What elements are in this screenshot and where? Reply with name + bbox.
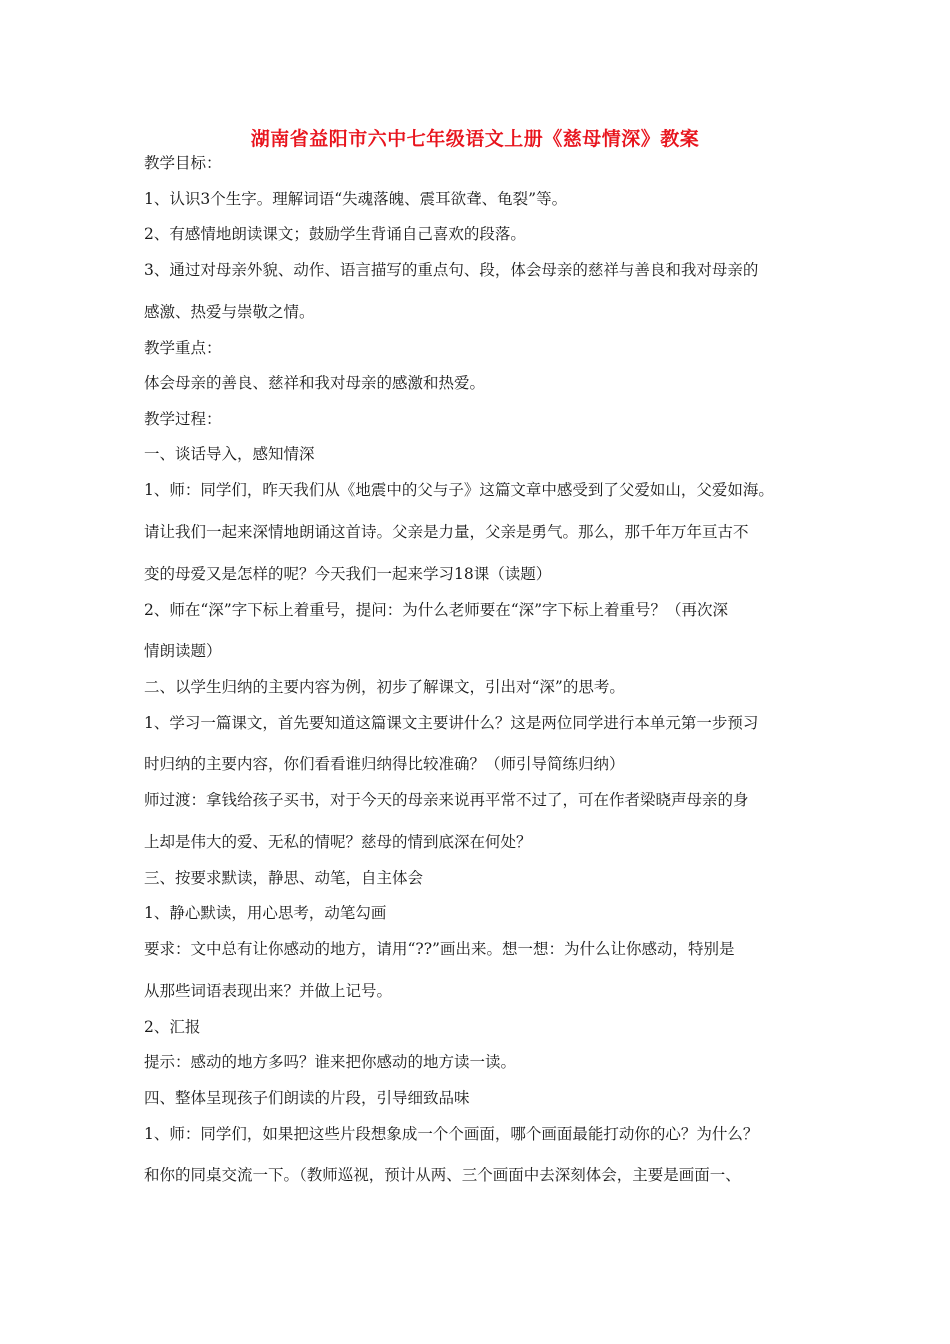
text-line-2: 1、认识3个生字。理解词语“失魂落魄、震耳欲聋、龟裂”等。 (144, 190, 568, 208)
text-line-19: 上却是伟大的爱、无私的情呢？慈母的情到底深在何处？ (144, 833, 532, 851)
text-line-28: 和你的同桌交流一下。（教师巡视，预计从两、三个画面中去深刻体会，主要是画面一、 (144, 1166, 741, 1184)
text-line-1: 教学目标： (144, 154, 222, 172)
text-line-8: 教学过程： (144, 410, 222, 428)
text-line-5: 感激、热爱与崇敬之情。 (144, 303, 315, 321)
text-line-7: 体会母亲的善良、慈祥和我对母亲的感激和热爱。 (144, 374, 486, 392)
text-line-23: 从那些词语表现出来？并做上记号。 (144, 982, 393, 1000)
document-title: 湖南省益阳市六中七年级语文上册《慈母情深》教案 (250, 128, 700, 150)
text-line-16: 1、学习一篇课文，首先要知道这篇课文主要讲什么？这是两位同学进行本单元第一步预习 (144, 714, 759, 732)
text-line-9: 一、谈话导入，感知情深 (144, 445, 315, 463)
text-line-6: 教学重点： (144, 339, 222, 357)
text-line-14: 情朗读题） (144, 642, 222, 660)
text-line-12: 变的母爱又是怎样的呢？今天我们一起来学习18课（读题） (144, 565, 552, 583)
text-line-4: 3、通过对母亲外貌、动作、语言描写的重点句、段，体会母亲的慈祥与善良和我对母亲的 (144, 261, 759, 279)
text-line-3: 2、有感情地朗读课文；鼓励学生背诵自己喜欢的段落。 (144, 225, 526, 243)
text-line-17: 时归纳的主要内容，你们看看谁归纳得比较准确？（师引导简练归纳） (144, 755, 625, 773)
text-line-20: 三、按要求默读，静思、动笔，自主体会 (144, 869, 424, 887)
text-line-22: 要求：文中总有让你感动的地方，请用“??”画出来。想一想：为什么让你感动，特别是 (144, 940, 735, 958)
text-line-26: 四、整体呈现孩子们朗读的片段，引导细致品味 (144, 1089, 470, 1107)
text-line-25: 提示：感动的地方多吗？谁来把你感动的地方读一读。 (144, 1053, 517, 1071)
text-line-24: 2、汇报 (144, 1018, 201, 1036)
text-line-27: 1、师：同学们，如果把这些片段想象成一个个画面，哪个画面最能打动你的心？为什么？ (144, 1125, 759, 1143)
text-line-10: 1、师：同学们，昨天我们从《地震中的父与子》这篇文章中感受到了父爱如山，父爱如海。 (144, 481, 774, 499)
text-line-11: 请让我们一起来深情地朗诵这首诗。父亲是力量，父亲是勇气。那么，那千年万年亘古不 (144, 523, 749, 541)
text-line-18: 师过渡：拿钱给孩子买书，对于今天的母亲来说再平常不过了，可在作者梁晓声母亲的身 (144, 791, 749, 809)
text-line-21: 1、静心默读，用心思考，动笔勾画 (144, 904, 387, 922)
text-line-15: 二、以学生归纳的主要内容为例，初步了解课文，引出对“深”的思考。 (144, 678, 625, 696)
text-line-13: 2、师在“深”字下标上着重号，提问：为什么老师要在“深”字下标上着重号？（再次深 (144, 601, 729, 619)
